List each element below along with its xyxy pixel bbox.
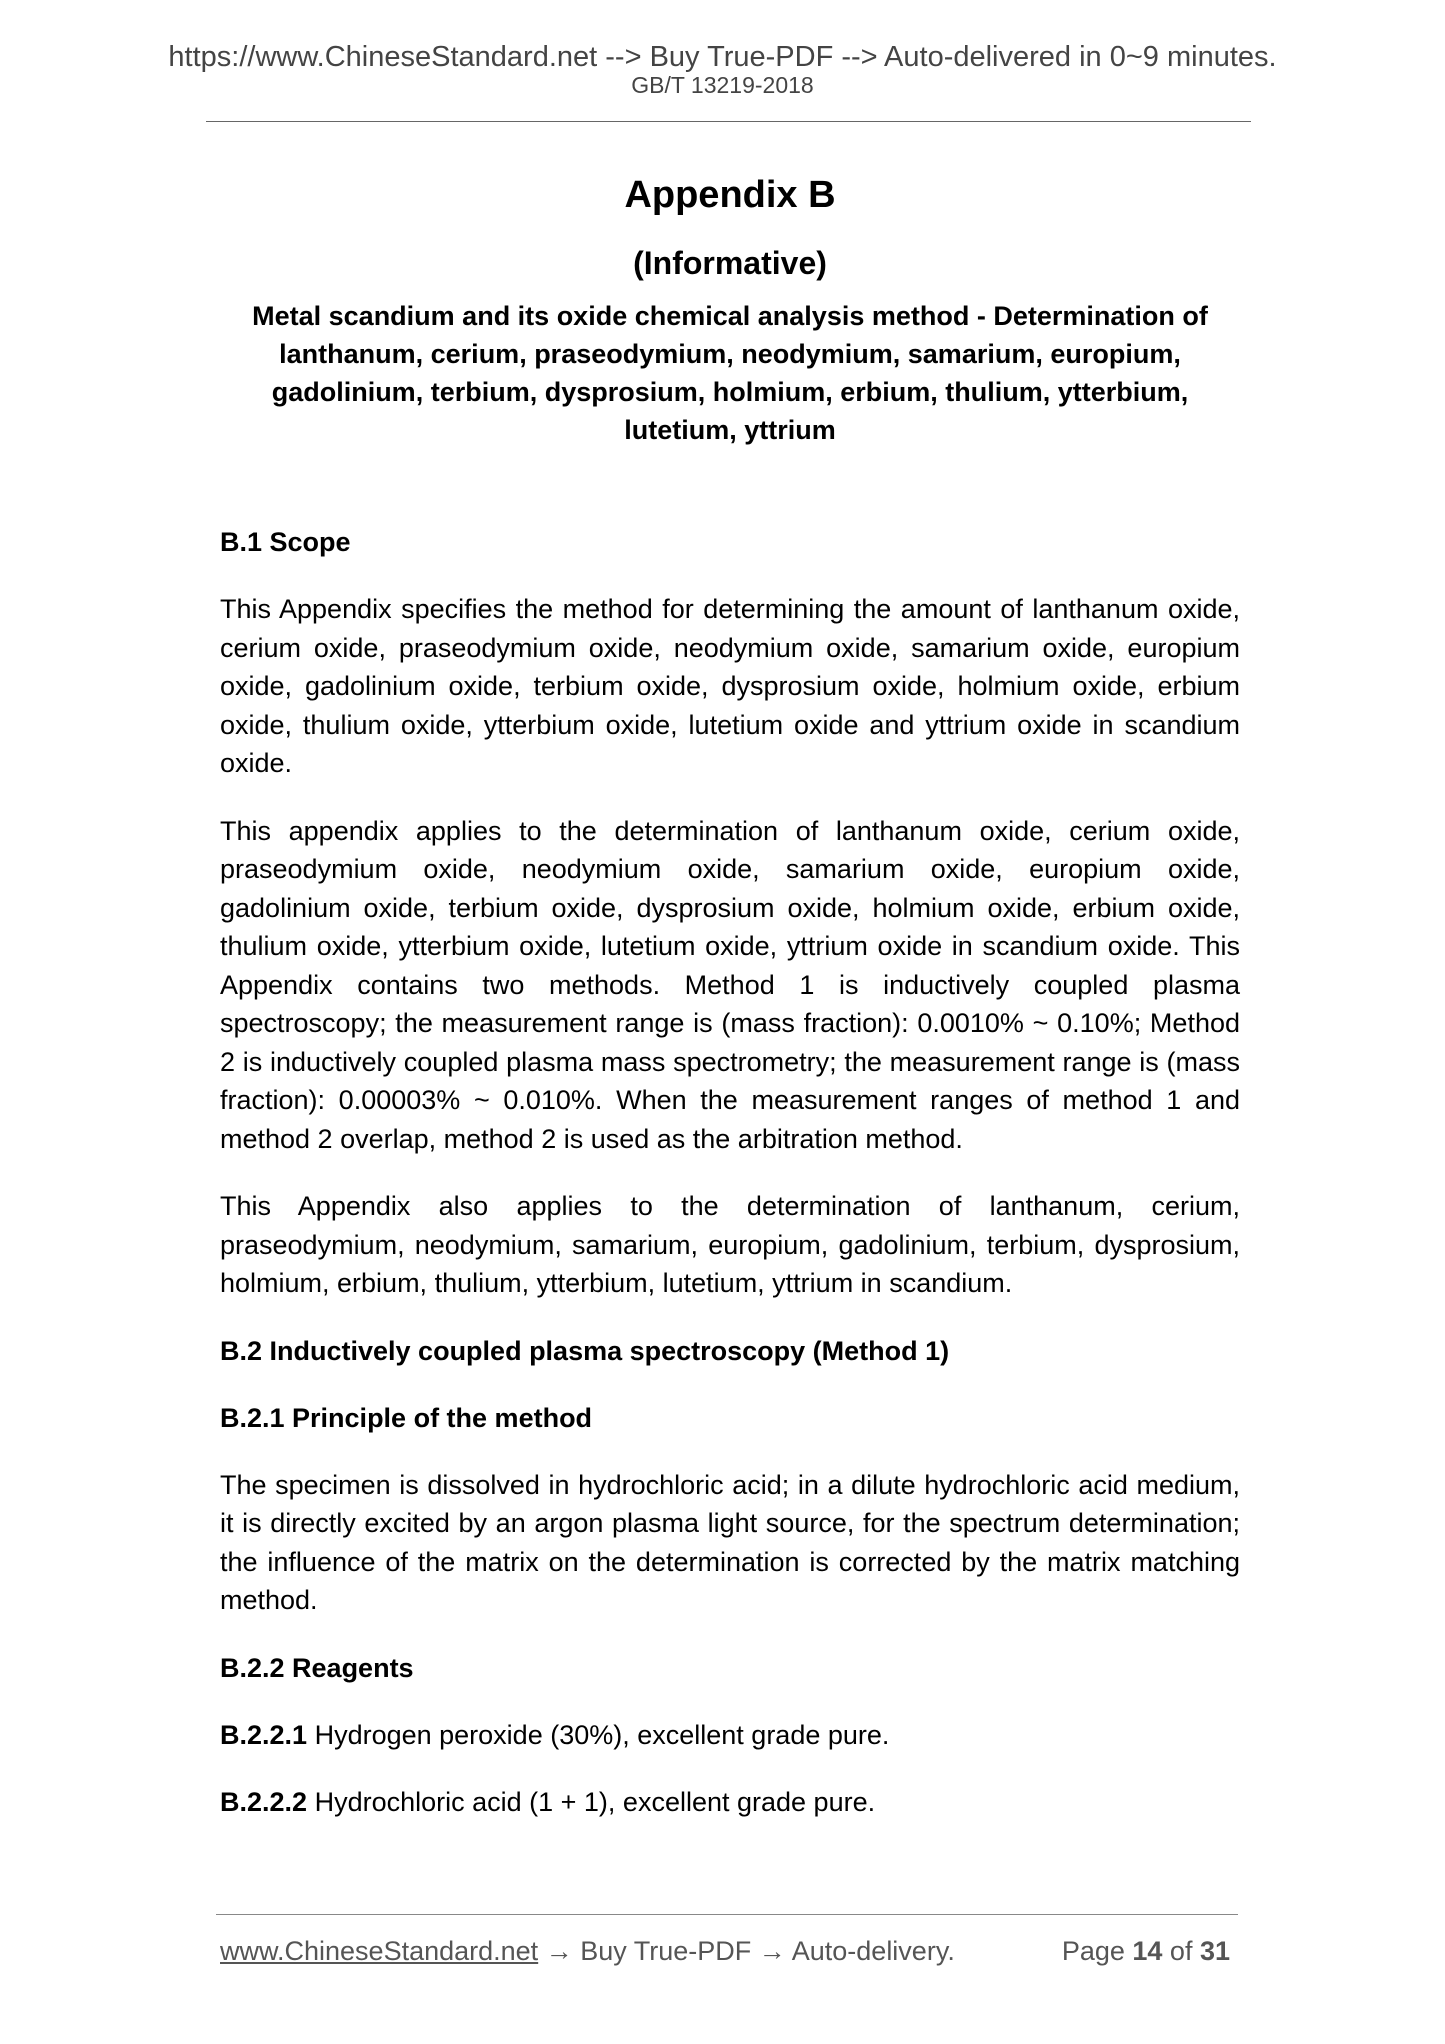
section-heading-b1: B.1 Scope xyxy=(220,527,351,557)
appendix-title: Appendix B xyxy=(624,174,836,216)
footer-site-link[interactable]: www.ChineseStandard.net xyxy=(220,1936,539,1966)
standard-code: GB/T 13219-2018 xyxy=(631,72,814,98)
reagent-number: B.2.2.1 xyxy=(220,1719,308,1750)
section-heading-b2: B.2 Inductively coupled plasma spectroscopy (Method 1) xyxy=(220,1335,950,1366)
page-content xyxy=(220,165,1240,1821)
scope-paragraph-3: This Appendix also applies to the determination of lanthanum, cerium, praseodymium, neodymium, samarium, europium, gadolinium, terbium, dysprosium, holmium, erbium, thulium, ytterbium, lutetium, yttrium in scandium. xyxy=(220,1191,1240,1298)
reagent-item-b222 xyxy=(220,1783,1240,1821)
footer xyxy=(220,1934,1230,1968)
reagent-item-b221 xyxy=(220,1716,1240,1754)
appendix-subtitle: (Informative) xyxy=(633,245,827,281)
footer-divider xyxy=(216,1914,1238,1915)
reagent-number: B.2.2.2 xyxy=(220,1786,308,1817)
header-divider xyxy=(206,121,1251,122)
page-label: Page xyxy=(1061,1936,1133,1966)
page-counter xyxy=(1062,1934,1230,1968)
section-heading-b21: B.2.1 Principle of the method xyxy=(220,1402,593,1433)
section-heading-b22: B.2.2 Reagents xyxy=(220,1652,414,1683)
scope-paragraph-1: This Appendix specifies the method for determining the amount of lanthanum oxide, cerium oxide, praseodymium oxide, neodymium oxide, samarium oxide, europium oxide, gadolinium oxide, terbium oxide, dysprosium oxide, holmium oxide, erbium oxide, thulium oxide, ytterbium oxide, lutetium oxide and yttrium oxide in scandium oxide. xyxy=(220,594,1240,778)
page-number: 14 xyxy=(1132,1936,1163,1966)
scope-paragraph-2: This appendix applies to the determination of lanthanum oxide, cerium oxide, praseodymium oxide, neodymium oxide, samarium oxide, europium oxide, gadolinium oxide, terbium oxide, dysprosium oxide, holmium oxide, erbium oxide, thulium oxide, ytterbium oxide, lutetium oxide, yttrium oxide in scandium oxide. This Appendix contains two methods. Method 1 is inductively coupled plasma spectroscopy; the measurement range is (mass fraction): 0.0010% ~ 0.10%; Method 2 is inductively coupled plasma mass spectrometry; the measurement range is (mass fraction): 0.00003% ~ 0.010%. When the measurement ranges of method 1 and method 2 overlap, method 2 is used as the arbitration method. xyxy=(220,815,1240,1154)
principle-paragraph: The specimen is dissolved in hydrochloric acid; in a dilute hydrochloric acid medium, it is directly excited by an argon plasma light source, for the spectrum determination; the influence of the matrix on the determination is corrected by the matrix matching method. xyxy=(220,1469,1240,1615)
appendix-description: Metal scandium and its oxide chemical analysis method - Determination of lanthanum, cerium, praseodymium, neodymium, samarium, europium, gadolinium, terbium, dysprosium, holmium, erbium, thulium, ytterbium, lutetium, yttrium xyxy=(252,301,1208,445)
reagent-text: Hydrogen peroxide (30%), excellent grade pure. xyxy=(307,1719,890,1750)
of-label: of xyxy=(1162,1936,1200,1966)
reagent-text: Hydrochloric acid (1 + 1), excellent grade pure. xyxy=(307,1786,876,1817)
footer-trail: → Buy True-PDF → Auto-delivery. xyxy=(538,1936,955,1966)
page-total: 31 xyxy=(1199,1936,1230,1966)
top-banner: https://www.ChineseStandard.net --> Buy True-PDF --> Auto-delivered in 0~9 minutes. xyxy=(168,41,1277,73)
